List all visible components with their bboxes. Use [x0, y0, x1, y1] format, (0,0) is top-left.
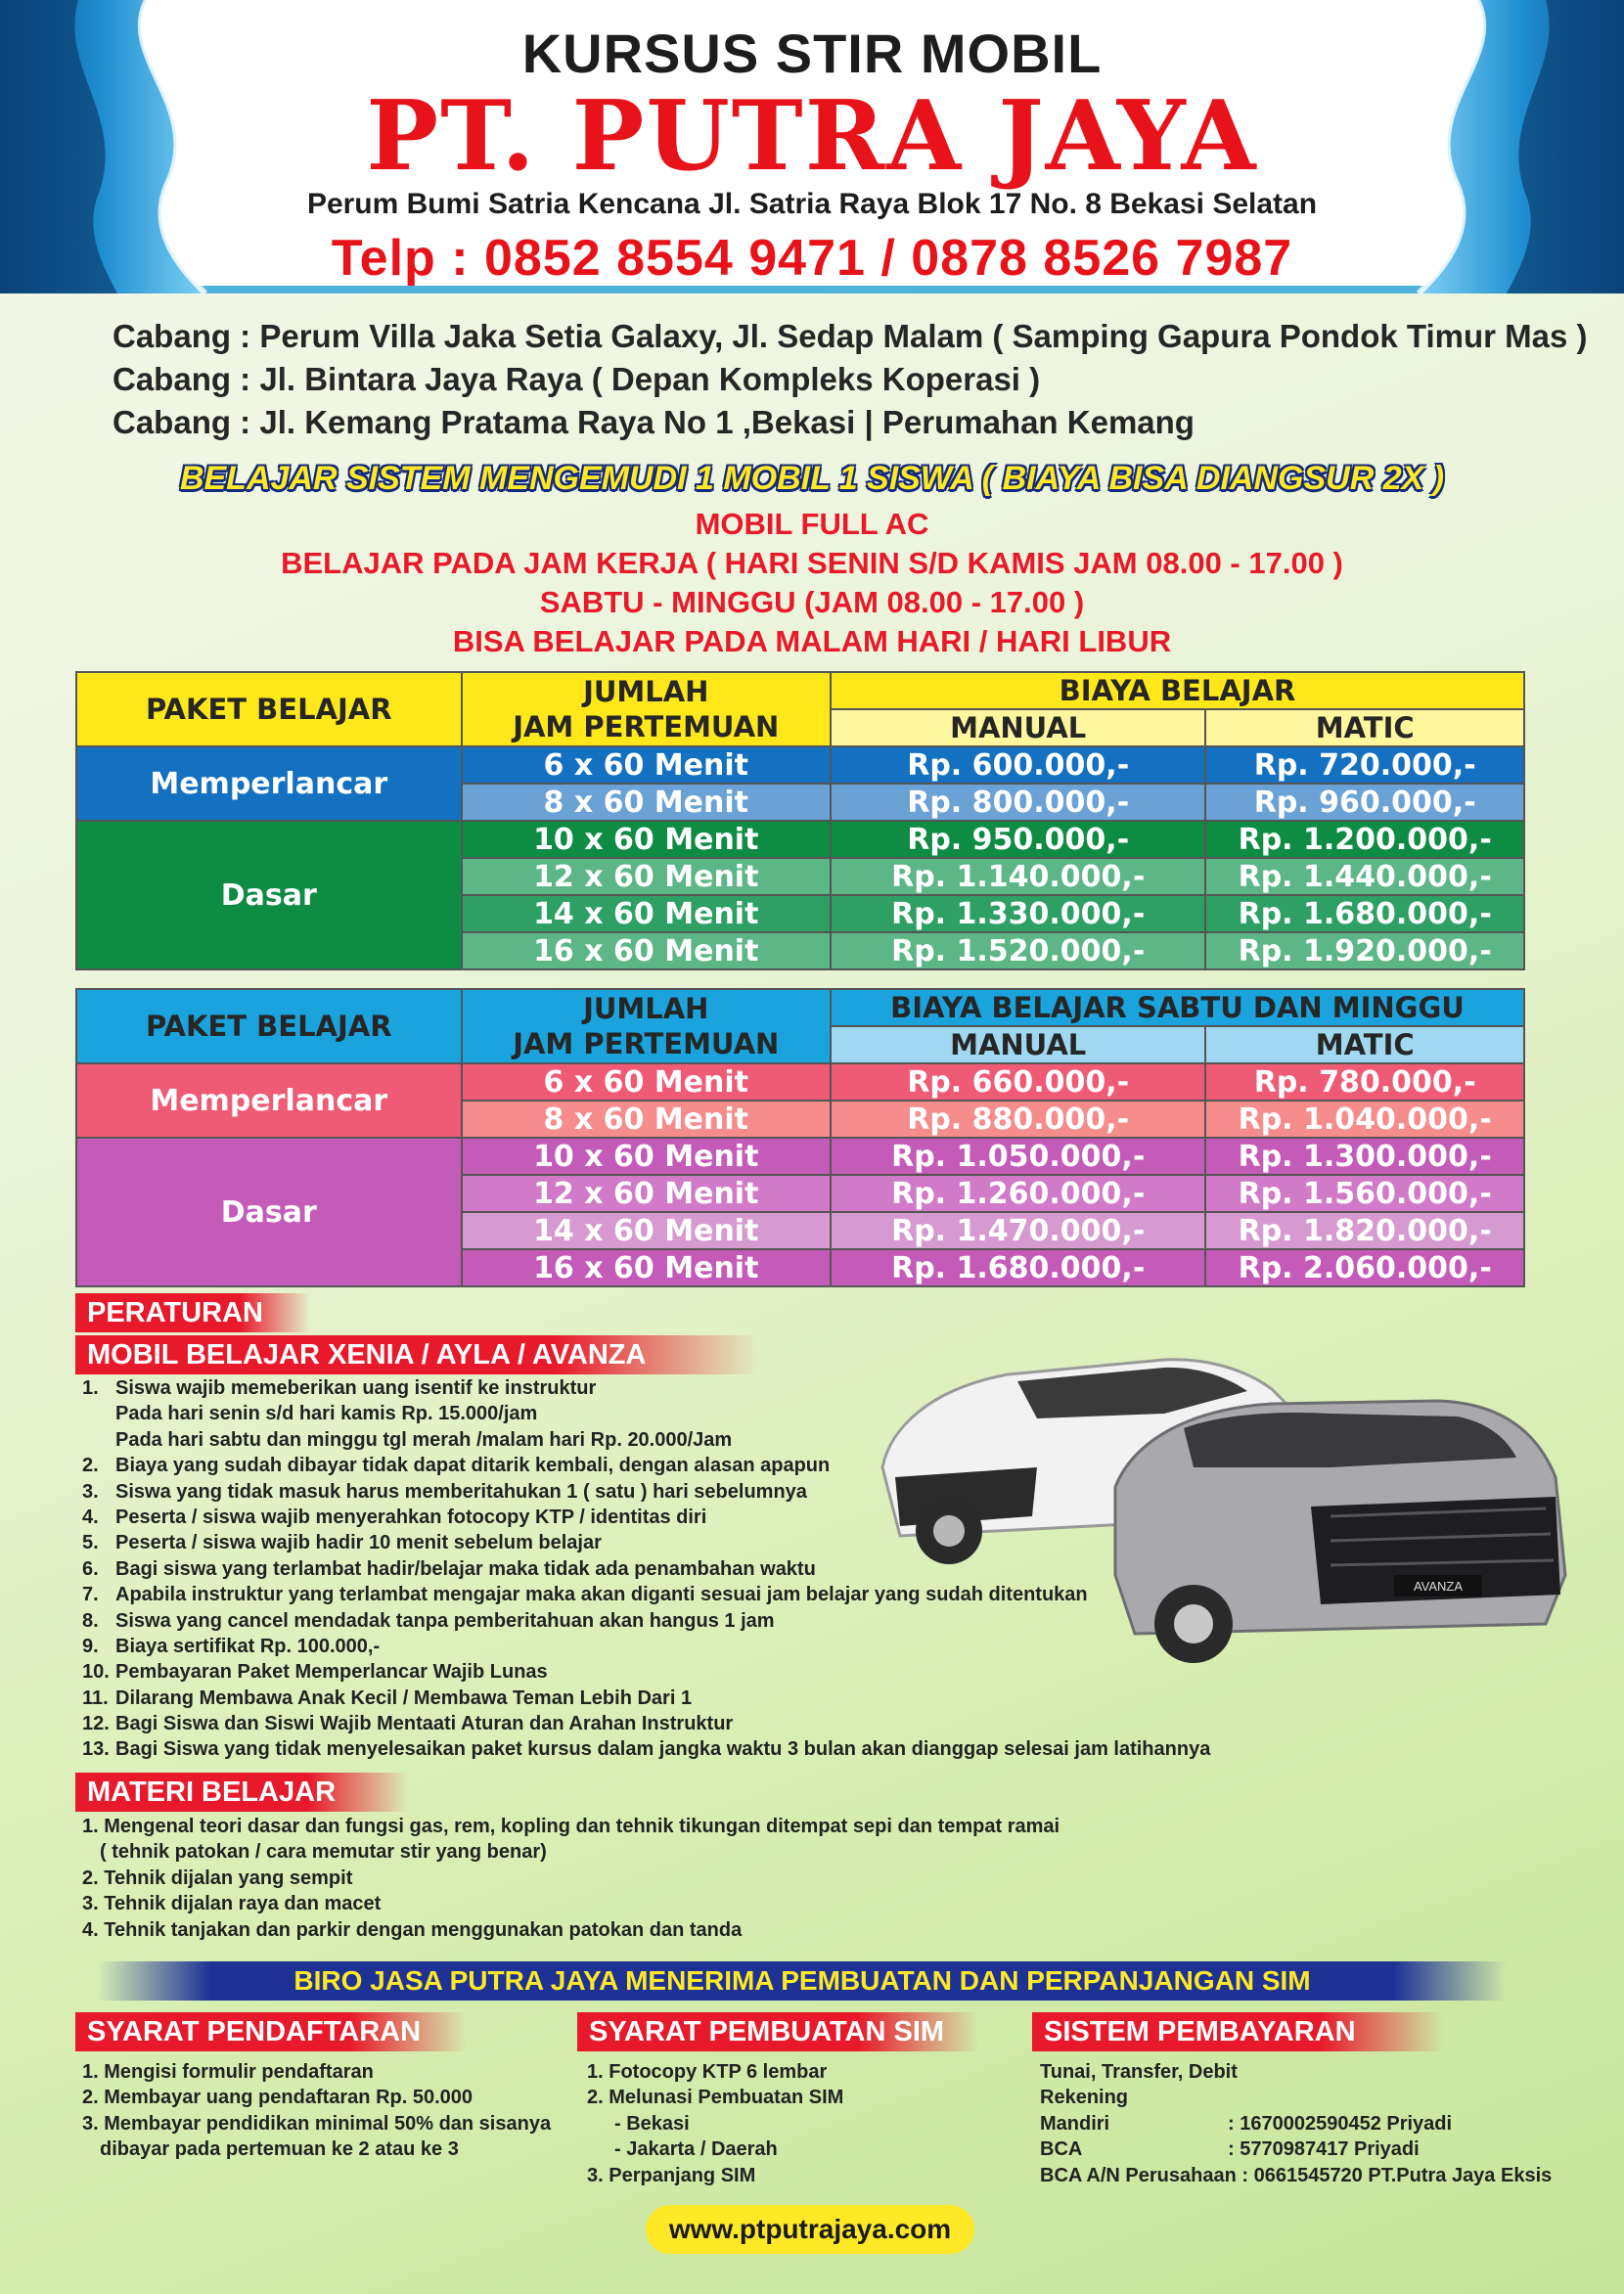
car-badge: AVANZA	[1413, 1579, 1464, 1594]
table-cell-matic: Rp. 1.560.000,-	[1205, 1175, 1524, 1212]
info-line: SABTU - MINGGU (JAM 08.00 - 17.00 )	[539, 585, 1085, 619]
header-jumlah-line2: JAM PERTEMUAN	[513, 710, 780, 743]
list-item: 1. Mengenal teori dasar dan fungsi gas, rem, kopling dan tehnik tikungan ditempat sepi dan tempat ramai	[82, 1816, 1060, 1837]
package-dasar: Dasar	[76, 821, 462, 969]
header-jumlah	[462, 672, 831, 746]
table-cell-manual: Rp. 800.000,-	[831, 784, 1205, 821]
bank-row	[1040, 2163, 1588, 2188]
list-item: 10. Pembayaran Paket Memperlancar Wajib Lunas	[82, 1661, 548, 1684]
header-jumlah-line1: JUMLAH	[583, 675, 709, 708]
list-item: 12. Bagi Siswa dan Siswi Wajib Mentaati Aturan dan Arahan Instruktur	[82, 1713, 734, 1735]
table-cell-matic: Rp. 1.920.000,-	[1205, 932, 1524, 969]
list-item: 1. Fotocopy KTP 6 lembar	[587, 2061, 828, 2083]
list-item: 11. Dilarang Membawa Anak Kecil / Membawa Teman Lebih Dari 1	[82, 1687, 693, 1709]
table-cell-matic: Rp. 1.680.000,-	[1205, 895, 1524, 932]
header-subtitle: KURSUS STIR MOBIL	[521, 22, 1103, 84]
biro-banner: BIRO JASA PUTRA JAYA MENERIMA PEMBUATAN DAN PERPANJANGAN SIM	[98, 1961, 1507, 2001]
info-line: BELAJAR PADA JAM KERJA ( HARI SENIN S/D KAMIS JAM 08.00 - 17.00 )	[281, 546, 1343, 580]
table-cell-manual: Rp. 1.050.000,-	[831, 1138, 1205, 1175]
table-cell-time: 12 x 60 Menit	[462, 858, 831, 895]
header-jumlah-line1: JUMLAH	[583, 992, 709, 1025]
table-cell-manual: Rp. 1.470.000,-	[831, 1212, 1205, 1249]
header-matic: MATIC	[1205, 709, 1524, 746]
bank-row	[1040, 2137, 1588, 2162]
table-cell-time: 16 x 60 Menit	[462, 932, 831, 969]
list-item: 8. Siswa yang cancel mendadak tanpa pemberitahuan akan hangus 1 jam	[82, 1609, 775, 1632]
table-cell-manual: Rp. 950.000,-	[831, 821, 1205, 858]
table-cell-matic: Rp. 1.300.000,-	[1205, 1138, 1524, 1175]
list-item: 4. Tehnik tanjakan dan parkir dengan menggunakan patokan dan tanda	[82, 1918, 743, 1941]
list-item: 3. Siswa yang tidak masuk harus memberitahukan 1 ( satu ) hari sebelumnya	[82, 1480, 807, 1503]
list-item: 2. Membayar uang pendaftaran Rp. 50.000	[82, 2087, 474, 2109]
list-item: 4. Peserta / siswa wajib menyerahkan fotocopy KTP / identitas diri	[82, 1506, 707, 1528]
price-table-weekday	[75, 671, 1525, 970]
table-cell-manual: Rp. 1.330.000,-	[831, 895, 1205, 932]
bank-name: BCA	[1040, 2138, 1083, 2161]
header-manual: MANUAL	[831, 709, 1205, 746]
price-table-weekend	[75, 988, 1525, 1287]
section-tag-syarat-pendaftaran: SYARAT PENDAFTARAN	[75, 2012, 467, 2051]
table-cell-time: 8 x 60 Menit	[462, 1101, 831, 1138]
bank-row	[1040, 2111, 1588, 2137]
table-cell-time: 10 x 60 Menit	[462, 1138, 831, 1175]
table-cell-time: 6 x 60 Menit	[462, 1063, 831, 1101]
list-item: ( tehnik patokan / cara memutar stir yang benar)	[100, 1841, 547, 1864]
syarat-pendaftaran-list	[82, 2059, 571, 2163]
bank-name: Mandiri	[1040, 2112, 1110, 2135]
list-item: 2. Biaya yang sudah dibayar tidak dapat ditarik kembali, dengan alasan apapun	[82, 1455, 831, 1477]
rekening-label: Rekening	[1040, 2087, 1129, 2109]
company-title: PT. PUTRA JAYA	[366, 80, 1258, 193]
header-biaya: BIAYA BELAJAR	[831, 672, 1524, 709]
table-cell-time: 8 x 60 Menit	[462, 784, 831, 821]
list-item: 1. Siswa wajib memeberikan uang isentif ke instruktur	[82, 1377, 597, 1399]
table-cell-matic: Rp. 1.440.000,-	[1205, 858, 1524, 895]
materi-list	[82, 1814, 1256, 1943]
table-cell-time: 14 x 60 Menit	[462, 1212, 831, 1249]
package-dasar: Dasar	[76, 1138, 462, 1286]
section-tag-pembayaran: SISTEM PEMBAYARAN	[1032, 2012, 1443, 2051]
table-cell-matic: Rp. 1.200.000,-	[1205, 821, 1524, 858]
package-memperlancar: Memperlancar	[76, 1063, 462, 1138]
cars-illustration	[871, 1321, 1575, 1673]
list-item: 7. Apabila instruktur yang terlambat mengajar maka akan diganti sesuai jam belajar yang sudah ditentukan	[82, 1584, 1088, 1606]
table-cell-time: 10 x 60 Menit	[462, 821, 831, 858]
table-cell-matic: Rp. 960.000,-	[1205, 784, 1524, 821]
website-link[interactable]: www.ptputrajaya.com	[646, 2205, 974, 2254]
list-item: 3. Tehnik dijalan raya dan macet	[82, 1893, 382, 1915]
header-jumlah-line2: JAM PERTEMUAN	[513, 1027, 780, 1060]
table-cell-manual: Rp. 1.260.000,-	[831, 1175, 1205, 1212]
list-item: - Jakarta / Daerah	[614, 2138, 778, 2161]
list-item: Pada hari senin s/d hari kamis Rp. 15.000/jam	[115, 1403, 538, 1425]
header-biaya: BIAYA BELAJAR SABTU DAN MINGGU	[831, 989, 1524, 1026]
table-cell-manual: Rp. 600.000,-	[831, 746, 1205, 784]
list-item: - Bekasi	[614, 2112, 690, 2135]
section-tag-peraturan: PERATURAN	[75, 1293, 310, 1332]
info-line: MOBIL FULL AC	[695, 507, 929, 541]
list-item: 3. Perpanjang SIM	[587, 2164, 756, 2186]
header-matic: MATIC	[1205, 1026, 1524, 1063]
header-jumlah	[462, 989, 831, 1063]
section-tag-syarat-sim: SYARAT PEMBUATAN SIM	[577, 2012, 978, 2051]
table-cell-matic: Rp. 1.040.000,-	[1205, 1101, 1524, 1138]
branch-line: Cabang : Perum Villa Jaka Setia Galaxy, Jl. Sedap Malam ( Samping Gapura Pondok Timur Mas )	[113, 318, 1588, 354]
header-paket: PAKET BELAJAR	[76, 989, 462, 1063]
list-item: 2. Tehnik dijalan yang sempit	[82, 1867, 353, 1889]
table-cell-manual: Rp. 880.000,-	[831, 1101, 1205, 1138]
list-item: 9. Biaya sertifikat Rp. 100.000,-	[82, 1635, 381, 1657]
list-item: Pada hari sabtu dan minggu tgl merah /malam hari Rp. 20.000/Jam	[115, 1428, 733, 1451]
table-cell-matic: Rp. 2.060.000,-	[1205, 1249, 1524, 1286]
table-cell-manual: Rp. 660.000,-	[831, 1063, 1205, 1101]
table-cell-matic: Rp. 1.820.000,-	[1205, 1212, 1524, 1249]
bank-account: : 0661545720 PT.Putra Jaya Eksis	[1241, 2164, 1553, 2186]
header-manual: MANUAL	[831, 1026, 1205, 1063]
bank-account: : 5770987417 Priyadi	[1228, 2138, 1420, 2161]
table-cell-time: 14 x 60 Menit	[462, 895, 831, 932]
header	[0, 0, 1624, 293]
payment-info	[1040, 2059, 1588, 2188]
list-item: dibayar pada pertemuan ke 2 atau ke 3	[100, 2138, 459, 2161]
bank-name: BCA A/N Perusahaan	[1040, 2164, 1237, 2186]
list-item: 2. Melunasi Pembuatan SIM	[587, 2087, 844, 2109]
list-item: 3. Membayar pendidikan minimal 50% dan sisanya	[82, 2112, 552, 2135]
list-item: 1. Mengisi formulir pendaftaran	[82, 2061, 374, 2083]
table-cell-manual: Rp. 1.140.000,-	[831, 858, 1205, 895]
table-cell-matic: Rp. 720.000,-	[1205, 746, 1524, 784]
section-tag-mobil-belajar: MOBIL BELAJAR XENIA / AYLA / AVANZA	[75, 1335, 760, 1374]
header-paket: PAKET BELAJAR	[76, 672, 462, 746]
phone-numbers: Telp : 0852 8554 9471 / 0878 8526 7987	[331, 230, 1293, 287]
table-cell-time: 16 x 60 Menit	[462, 1249, 831, 1286]
table-cell-manual: Rp. 1.520.000,-	[831, 932, 1205, 969]
package-memperlancar: Memperlancar	[76, 746, 462, 821]
payment-methods: Tunai, Transfer, Debit	[1040, 2061, 1238, 2083]
branch-line: Cabang : Jl. Kemang Pratama Raya No 1 ,Bekasi | Perumahan Kemang	[113, 404, 1195, 440]
table-cell-time: 12 x 60 Menit	[462, 1175, 831, 1212]
table-cell-matic: Rp. 780.000,-	[1205, 1063, 1524, 1101]
promo-banner: BELAJAR SISTEM MENGEMUDI 1 MOBIL 1 SISWA ( BIAYA BISA DIANGSUR 2X )	[179, 460, 1445, 497]
list-item: 13. Bagi Siswa yang tidak menyelesaikan paket kursus dalam jangka waktu 3 bulan akan dianggap selesai jam latihannya	[82, 1738, 1211, 1761]
list-item: 5. Peserta / siswa wajib hadir 10 menit sebelum belajar	[82, 1532, 602, 1554]
branch-list	[113, 315, 1588, 444]
table-cell-time: 6 x 60 Menit	[462, 746, 831, 784]
branch-line: Cabang : Jl. Bintara Jaya Raya ( Depan Kompleks Koperasi )	[113, 361, 1041, 397]
table-cell-manual: Rp. 1.680.000,-	[831, 1249, 1205, 1286]
list-item: 6. Bagi siswa yang terlambat hadir/belajar maka tidak ada penambahan waktu	[82, 1557, 816, 1580]
section-tag-materi: MATERI BELAJAR	[75, 1773, 408, 1812]
silver-car-icon	[1115, 1401, 1565, 1663]
info-line: BISA BELAJAR PADA MALAM HARI / HARI LIBUR	[452, 624, 1172, 658]
head-office-address: Perum Bumi Satria Kencana Jl. Satria Raya Blok 17 No. 8 Bekasi Selatan	[306, 188, 1318, 220]
bank-account: : 1670002590452 Priyadi	[1228, 2112, 1453, 2135]
syarat-sim-list	[587, 2059, 998, 2188]
